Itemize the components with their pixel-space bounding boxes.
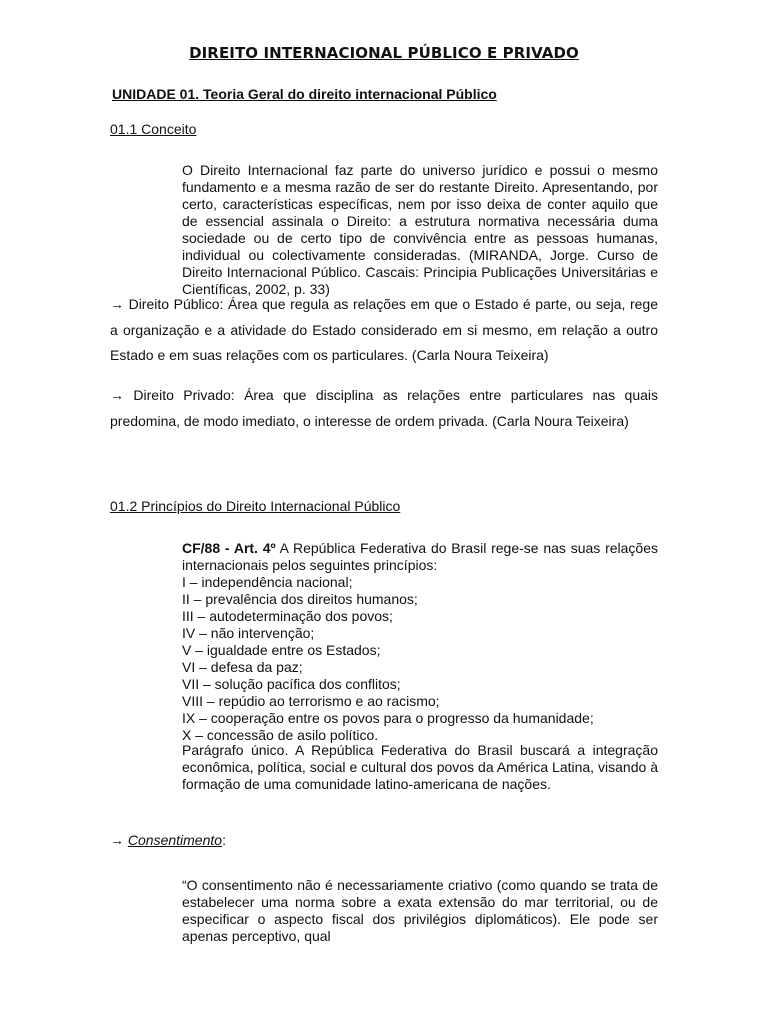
section-heading-conceito: 01.1 Conceito	[110, 121, 197, 137]
consentimento-colon: :	[222, 832, 226, 848]
article-intro	[182, 540, 658, 574]
arrow-icon: →	[110, 832, 128, 848]
paragrafo-unico: Parágrafo único. A República Federativa do Brasil buscará a integração econômica, política, social e cultural dos povos da América Latina, visando à formação de uma comunidade latino-americana de nações.	[182, 742, 658, 792]
consentimento-label: Consentimento	[127, 832, 223, 848]
consentimento-quote: “O consentimento não é necessariamente criativo (como quando se trata de estabelecer uma norma sobre a exata extensão do mar territorial, ou de especificar o aspecto fiscal dos privilégios diplomáticos). Ele pode ser apenas perceptivo, qual	[182, 877, 658, 944]
list-item: VIII – repúdio ao terrorismo e ao racismo;	[182, 693, 440, 709]
direito-privado-paragraph: → Direito Privado: Área que disciplina as relações entre particulares nas quais predomina, de modo imediato, o interesse de ordem privada. (Carla Noura Teixeira)	[110, 387, 658, 429]
list-item: VI – defesa da paz;	[182, 659, 303, 675]
article-intro-text: A República Federativa do Brasil rege-se nas suas relações internacionais pelos seguintes princípios:	[182, 540, 658, 573]
list-item: IX – cooperação entre os povos para o progresso da humanidade;	[182, 710, 594, 726]
document-title: DIREITO INTERNACIONAL PÚBLICO E PRIVADO	[189, 44, 579, 62]
list-item: III – autodeterminação dos povos;	[182, 608, 393, 624]
list-item: X – concessão de asilo político.	[182, 727, 379, 743]
list-item: VII – solução pacífica dos conflitos;	[182, 676, 401, 692]
consentimento-heading	[110, 832, 226, 848]
direito-publico-paragraph: → Direito Público: Área que regula as relações em que o Estado é parte, ou seja, rege a organização e a atividade do Estado considerado em si mesmo, em relação a outro Estado e em suas relações com os particulares. (Carla Noura Teixeira)	[110, 296, 658, 363]
list-item: II – prevalência dos direitos humanos;	[182, 591, 418, 607]
article-label: CF/88 - Art. 4º	[182, 540, 276, 556]
principles-list	[182, 574, 658, 744]
section-heading-principios: 01.2 Princípios do Direito Internacional Público	[110, 498, 401, 514]
list-item: V – igualdade entre os Estados;	[182, 642, 381, 658]
unit-heading: UNIDADE 01. Teoria Geral do direito internacional Público	[112, 86, 497, 102]
list-item: I – independência nacional;	[182, 574, 353, 590]
conceito-quote: O Direito Internacional faz parte do universo jurídico e possui o mesmo fundamento e a mesma razão de ser do restante Direito. Apresentando, por certo, características específicas, nem por isso deixa de conter aquilo que de essencial assinala o Direito: a estrutura normativa necessária duma sociedade ou de certo tipo de convivência entre as pessoas humanas, individual ou colectivamente consideradas. (MIRANDA, Jorge. Curso de Direito Internacional Público. Cascais: Principia Publicações Universitárias e Científicas, 2002, p. 33)	[182, 162, 658, 297]
list-item: IV – não intervenção;	[182, 625, 315, 641]
